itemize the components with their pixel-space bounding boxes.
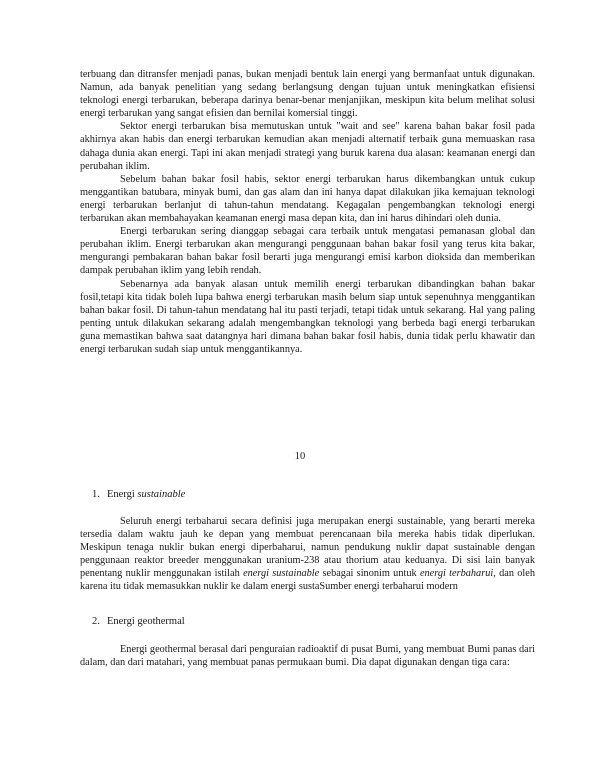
text-run: sebagai sinonim untuk [319, 568, 420, 580]
heading-number: 2. [92, 616, 100, 627]
text-run: , dan oleh karena itu tidak memasukkan nuklir ke dalam energi sustaSumber energi terbaharui modern [80, 568, 535, 593]
heading-title: Energi geothermal [107, 616, 185, 627]
sustainable-section-body [80, 515, 535, 594]
heading-title-italic: sustainable [137, 489, 186, 500]
paragraph-global-warming: Energi terbarukan sering dianggap sebagai cara terbaik untuk mengatasi pemanasan global dan perubahan iklim. Energi terbarukan akan mengurangi penggunaan bahan bakar fosil yang terus kita bakar, mengurangi pembakaran bahan bakar fosil berarti juga mengurangi emisi karbon dioksida dan memberikan dampak perubahan iklim yang lebih rendah. [80, 226, 535, 277]
paragraph-geothermal: Energi geothermal berasal dari penguraian radioaktif di pusat Bumi, yang membuat Bumi panas dari dalam, dan dari matahari, yang membuat panas permukaan bumi. Dia dapat digunakan dengan tiga cara: [80, 644, 535, 669]
heading-number: 1. [92, 489, 100, 500]
page-number: 10 [294, 451, 306, 462]
heading-sustainable [92, 489, 185, 500]
heading-geothermal [92, 616, 185, 627]
paragraph-continuation: terbuang dan ditransfer menjadi panas, bukan menjadi bentuk lain energi yang bermanfaat untuk digunakan. Namun, ada banyak penelitian yang sedang berlangsung dengan tujuan untuk meningkatkan efisiensi teknologi energi terbarukan, beberapa darinya benar-benar menjanjikan, meskipun kita belum melihat solusi energi terbarukan yang sangat efisien dan bernilai komersial tinggi. [80, 69, 535, 120]
geothermal-section-body [80, 643, 535, 669]
heading-title-plain: Energi [107, 489, 138, 500]
text-run: Seluruh energi terbaharui secara definisi juga merupakan energi sustainable, yang berarti mereka tersedia dalam waktu jauh ke depan yang membuat perencanaan bila mereka habis tidak diperlukan. Meskipun tenaga nuklir bukan energi diperbaharui, namun pendukung nuklir dapat sustainable dengan penggunaan reaktor breeder menggunakan uranium-238 atau thorium atau keduanya. Di sisi lain banyak penentang nuklir menggunakan istilah [80, 516, 535, 580]
paragraph-wait-and-see: Sektor energi terbarukan bisa memutuskan untuk "wait and see" karena bahan bakar fosil pada akhirnya akan habis dan energi terbarukan kemudian akan menjadi alternatif terbaik guna memuaskan rasa dahaga dunia akan energi. Tapi ini akan menjadi strategi yang buruk karena dua alasan: keamanan energi dan perubahan iklim. [80, 121, 535, 172]
paragraph-sustainable [80, 515, 535, 594]
top-text-section [80, 68, 535, 356]
paragraph-conclusion: Sebenarnya ada banyak alasan untuk memilih energi terbarukan dibandingkan bahan bakar fosil,tetapi kita tidak boleh lupa bahwa energi terbarukan masih belum siap untuk sepenuhnya menggantikan bahan bakar fosil. Di tahun-tahun mendatang hal itu pasti terjadi, tetapi tidak untuk sekarang. Hal yang paling penting untuk dilakukan sekarang adalah mengembangkan teknologi yang berbeda bagi energi terbarukan guna memastikan bahwa saat datangnya hari dimana bahan bakar fosil habis, dunia tidak perlu khawatir dan energi terbarukan sudah siap untuk menggantikannya. [80, 278, 535, 355]
italic-term: energi sustainable [243, 568, 320, 580]
paragraph-fossil-fuel: Sebelum bahan bakar fosil habis, sektor energi terbarukan harus dikembangkan untuk cukup menggantikan batubara, minyak bumi, dan gas alam dan ini hanya dapat dilakukan jika kemajuan teknologi energi terbarukan berlanjut di tahun-tahun mendatang. Kegagalan pengembangkan teknologi energi terbarukan akan membahayakan keamanan energi masa depan kita, dan ini harus dihindari oleh dunia. [80, 173, 535, 225]
italic-term: energi terbaharui [419, 568, 494, 580]
